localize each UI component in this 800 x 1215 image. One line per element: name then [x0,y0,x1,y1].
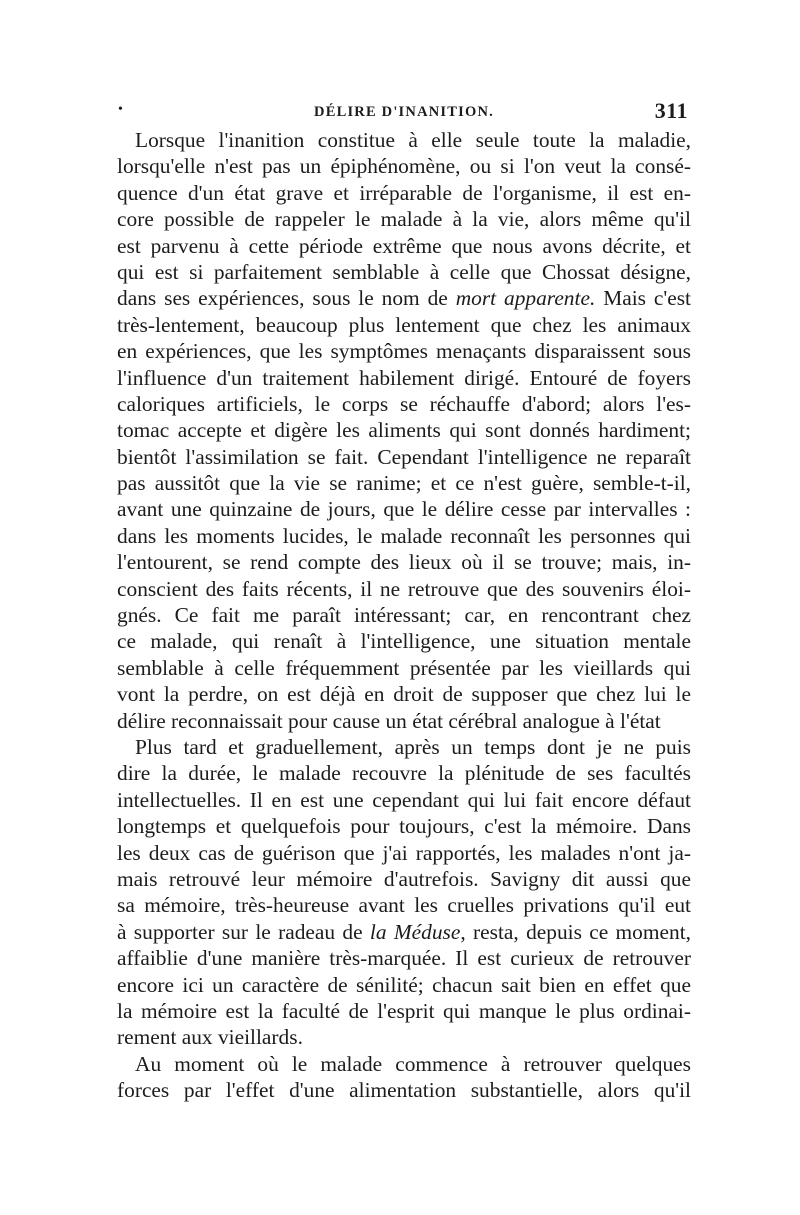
text-line: Au moment où le malade commence à retrouver quelques [135,1051,691,1076]
header-mark: • [118,102,123,117]
text-line: quence d'un état grave et irréparable de l'organisme, il est en- [117,180,691,205]
text-line: les deux cas de guérison que j'ai rapportés, les malades n'ont ja- [117,840,691,865]
text-line: core possible de rappeler le malade à la vie, alors même qu'il [117,207,691,232]
text-line: conscient des faits récents, il ne retrouve que des souvenirs éloi- [117,576,691,601]
running-title: DÉLIRE D'INANITION. [314,104,494,120]
text-segment: à supporter sur le radeau de [117,919,370,944]
text-segment: dans ses expériences, sous le nom de [117,286,456,311]
paragraph-2 [117,734,691,1051]
text-line: avant une quinzaine de jours, que le délire cesse par intervalles : [117,497,691,522]
body-text [117,127,691,1103]
text-line: en expériences, que les symptômes menaçants disparaissent sous [117,339,691,364]
text-line: vont la perdre, on est déjà en droit de supposer que chez lui le [117,682,691,707]
text-line: très-lentement, beaucoup plus lentement que chez les animaux [117,312,691,337]
text-line-with-italic [117,285,691,311]
text-line: rement aux vieillards. [117,1025,303,1050]
text-line: la mémoire est la faculté de l'esprit qui manque le plus ordinai- [117,998,691,1023]
text-line: dire la durée, le malade recouvre la plénitude de ses facultés [117,761,691,786]
text-line: est parvenu à cette période extrême que nous avons décrite, et [117,233,691,258]
text-line: affaiblie d'une manière très-marquée. Il est curieux de retrouver [117,946,691,971]
text-line: intellectuelles. Il en est une cependant qui lui fait encore défaut [117,787,691,812]
text-line: Plus tard et graduellement, après un temps dont je ne puis [135,734,691,759]
text-line: bientôt l'assimilation se fait. Cependant l'intelligence ne reparaît [117,444,691,469]
italic-phrase: mort apparente. [455,286,596,311]
text-line: pas aussitôt que la vie se ranime; et ce n'est guère, semble-t-il, [117,471,691,496]
text-line: Lorsque l'inanition constitue à elle seule toute la maladie, [135,128,691,152]
italic-phrase: la Méduse [369,919,461,944]
text-line: caloriques artificiels, le corps se réchauffe d'abord; alors l'es- [117,391,691,416]
paragraph-1 [117,127,691,734]
text-line: tomac accepte et digère les aliments qui sont donnés hardiment; [117,418,691,443]
page-number: 311 [654,98,688,123]
text-line: encore ici un caractère de sénilité; chacun sait bien en effet que [117,972,691,997]
text-segment: , resta, depuis ce moment, [460,919,691,944]
text-line: dans les moments lucides, le malade reconnaît les personnes qui [117,523,691,548]
text-line: qui est si parfaitement semblable à celle que Chossat désigne, [117,259,691,284]
text-line: ce malade, qui renaît à l'intelligence, une situation mentale [117,629,691,654]
text-line: lorsqu'elle n'est pas un épiphénomène, ou si l'on veut la consé- [117,154,691,179]
text-line-with-italic [117,919,691,945]
text-line: mais retrouvé leur mémoire d'autrefois. Savigny dit aussi que [117,866,691,891]
text-line: longtemps et quelquefois pour toujours, c'est la mémoire. Dans [117,814,691,839]
page-header [118,98,690,126]
text-line: l'entourent, se rend compte des lieux où il se trouve; mais, in- [117,550,691,575]
text-line: gnés. Ce fait me paraît intéressant; car, en rencontrant chez [117,603,691,628]
text-line: forces par l'effet d'une alimentation substantielle, alors qu'il [117,1078,691,1103]
text-line: semblable à celle fréquemment présentée par les vieillards qui [117,655,691,680]
text-line: délire reconnaissait pour cause un état cérébral analogue à l'état [117,708,661,733]
text-line: sa mémoire, très-heureuse avant les cruelles privations qu'il eut [117,893,691,918]
text-line: l'influence d'un traitement habilement dirigé. Entouré de foyers [117,365,691,390]
paragraph-3 [117,1051,691,1104]
text-segment: Mais c'est [595,286,691,311]
